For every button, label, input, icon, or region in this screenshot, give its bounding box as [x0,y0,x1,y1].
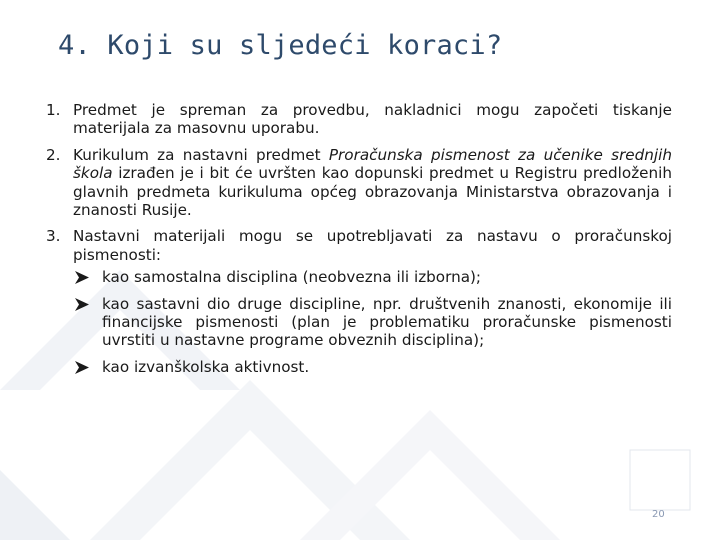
steps-list [46,101,672,376]
arrow-right-icon [74,360,90,375]
bullet-text: kao izvanškolska aktivnost. [102,357,310,376]
bullet-text: kao sastavni dio druge discipline, npr. društvenih znanosti, ekonomije ili financijske pismenosti (plan je problematiku proračunske pismenosti uvrstiti u nastavne programe obveznih disciplina); [102,294,672,350]
step-text-continued: izrađen je i bit će uvršten kao dopunski predmet u Registru predloženih glavnih predmeta kurikuluma općeg obrazovanja Ministarstva obrazovanja i znanosti Rusije. [73,164,672,220]
list-item [46,146,672,220]
step-text: Nastavni materijali mogu se upotrebljavati za nastavu o proračunskoj pismenosti: [73,227,672,264]
bullet-item [73,268,672,286]
list-item [46,227,672,376]
step-text: Kurikulum za nastavni predmet [73,145,329,164]
page-number: 20 [652,509,665,520]
slide-content [46,101,672,384]
step-number: 3. [46,227,61,246]
list-item [46,101,672,138]
step-number: 1. [46,101,61,119]
course-title-italic: Proračunska pismenost za učenike srednjih škola [73,145,672,183]
bullet-item [73,295,672,350]
arrow-right-icon [74,270,90,285]
slide-title: 4. Koji su sljedeći koraci? [58,30,503,61]
arrow-right-icon [74,297,90,312]
step-number: 2. [46,145,61,164]
bullet-text: kao samostalna disciplina (neobvezna ili izborna); [102,268,482,287]
bullet-item [73,358,672,376]
bullet-list [73,268,672,376]
step-text: Predmet je spreman za provedbu, nakladnici mogu započeti tiskanje materijala za masovnu uporabu. [73,101,672,138]
